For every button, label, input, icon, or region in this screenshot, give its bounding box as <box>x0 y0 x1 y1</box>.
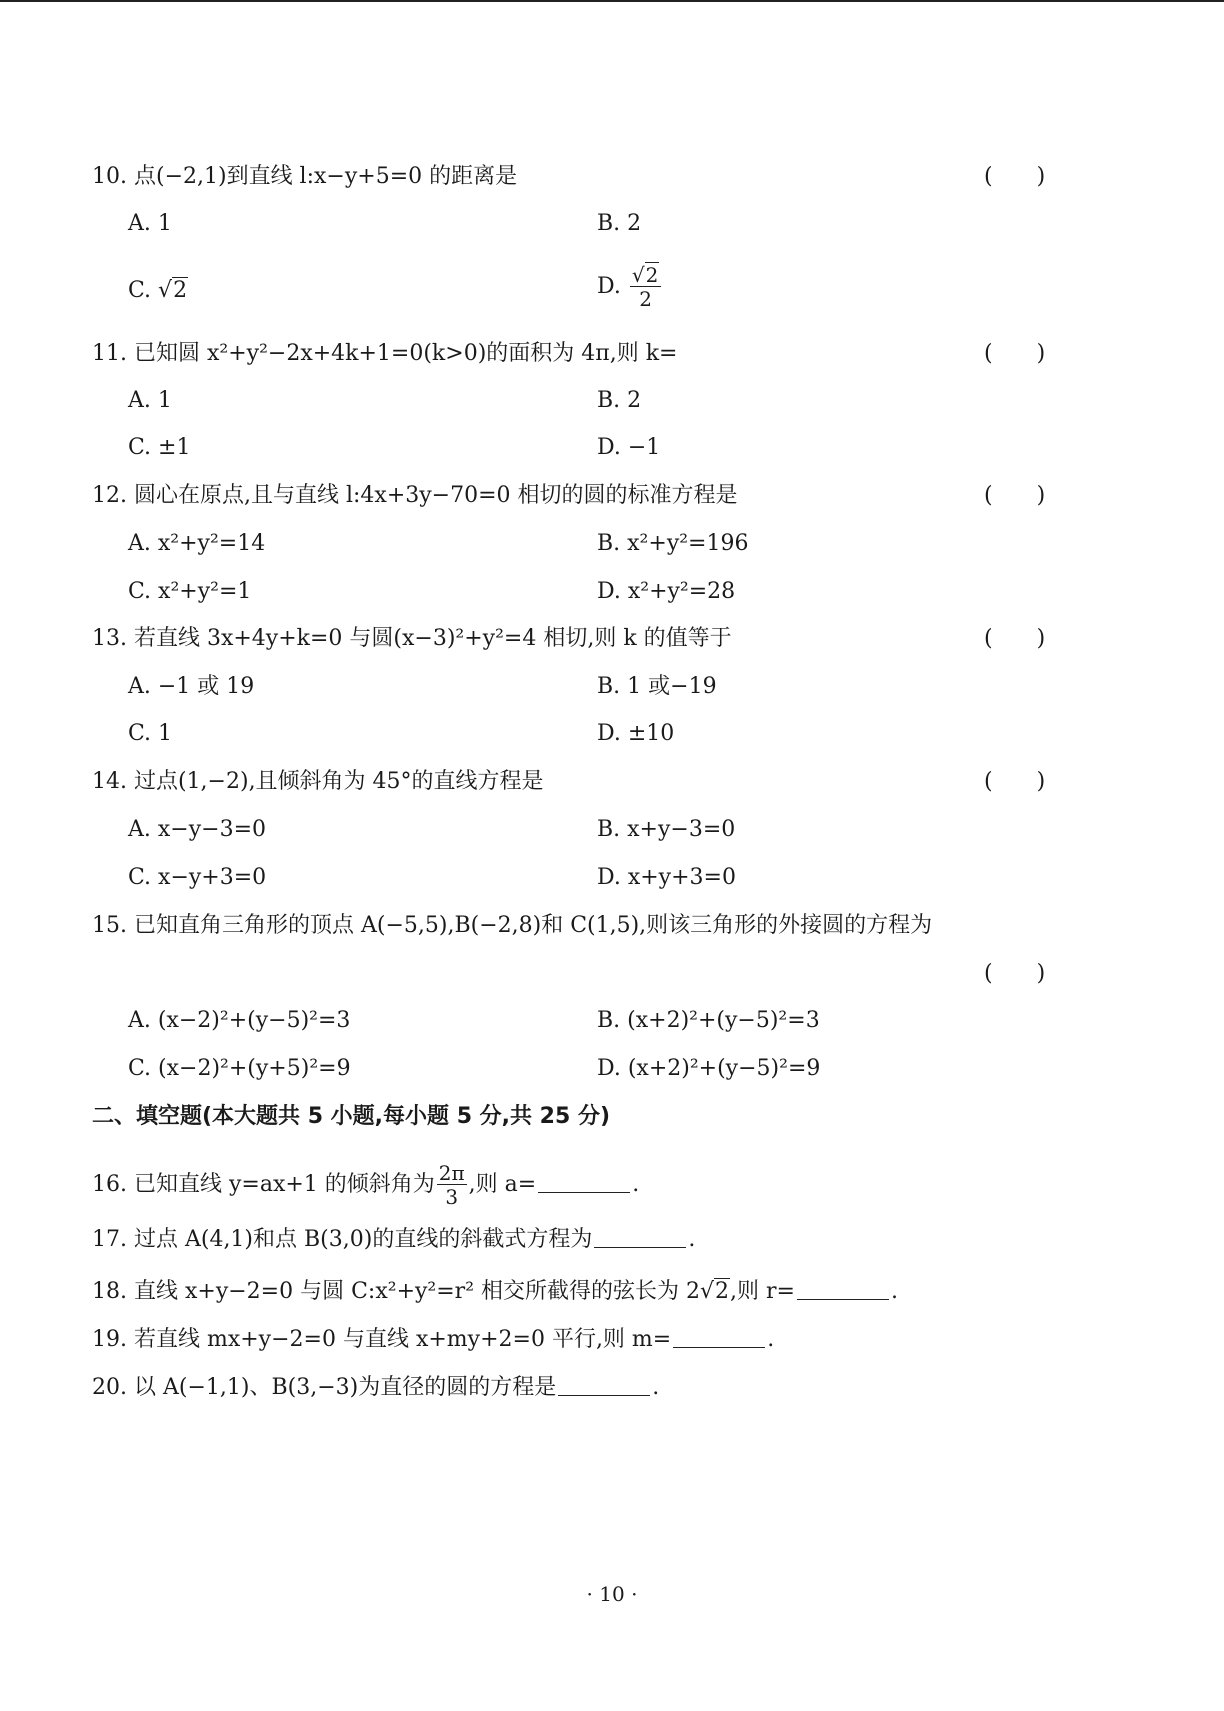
option-10-d-denominator: 2 <box>639 287 652 311</box>
fill-18-radicand: 2 <box>715 1279 730 1304</box>
answer-bracket-13: ( ) <box>984 626 1046 651</box>
option-10-d-radicand: 2 <box>645 263 659 287</box>
fill-question-20 <box>92 1373 659 1403</box>
option-13-d: D. ±10 <box>597 721 675 746</box>
option-11-b: B. 2 <box>597 388 642 413</box>
fraction <box>437 1163 467 1207</box>
fill-19-text: 19. 若直线 mx+y−2=0 与直线 x+my+2=0 平行,则 m= <box>92 1327 672 1352</box>
fill-question-18 <box>92 1277 898 1307</box>
answer-bracket-12: ( ) <box>984 483 1046 508</box>
fill-16-period: . <box>632 1172 640 1197</box>
option-11-d: D. −1 <box>597 435 661 460</box>
option-10-c-radicand: 2 <box>173 278 188 303</box>
question-15: 15. 已知直角三角形的顶点 A(−5,5),B(−2,8)和 C(1,5),则该三角形的外接圆的方程为 <box>92 913 933 938</box>
fill-question-17 <box>92 1225 695 1255</box>
option-10-c <box>128 276 188 306</box>
option-15-d: D. (x+2)²+(y−5)²=9 <box>597 1056 821 1081</box>
option-14-a: A. x−y−3=0 <box>128 817 267 842</box>
fill-20-period: . <box>652 1375 660 1400</box>
option-11-a: A. 1 <box>128 388 172 413</box>
fill-18-period: . <box>890 1279 898 1304</box>
fraction: $\frac{√2}{2}$ <box>630 265 661 309</box>
fill-16-denominator: 3 <box>445 1185 459 1209</box>
option-15-a: A. (x−2)²+(y−5)²=3 <box>128 1008 351 1033</box>
option-12-b: B. x²+y²=196 <box>597 531 749 556</box>
option-11-c: C. ±1 <box>128 435 191 460</box>
question-14: 14. 过点(1,−2),且倾斜角为 45°的直线方程是 <box>92 769 544 794</box>
option-12-a: A. x²+y²=14 <box>128 531 266 556</box>
fill-question-16 <box>92 1163 639 1207</box>
answer-blank-16[interactable] <box>538 1172 630 1193</box>
fill-20-text: 20. 以 A(−1,1)、B(3,−3)为直径的圆的方程是 <box>92 1375 557 1400</box>
fill-18-text-after: ,则 r= <box>730 1279 795 1304</box>
option-10-a: A. 1 <box>128 211 172 236</box>
section-heading: 二、填空题(本大题共 5 小题,每小题 5 分,共 25 分) <box>92 1104 611 1129</box>
answer-bracket-14: ( ) <box>984 769 1046 794</box>
option-13-a: A. −1 或 19 <box>128 674 255 699</box>
fill-17-text: 17. 过点 A(4,1)和点 B(3,0)的直线的斜截式方程为 <box>92 1227 593 1252</box>
option-10-d <box>597 265 663 309</box>
question-11: 11. 已知圆 x²+y²−2x+4k+1=0(k>0)的面积为 4π,则 k= <box>92 341 678 366</box>
question-13: 13. 若直线 3x+4y+k=0 与圆(x−3)²+y²=4 相切,则 k 的值等于 <box>92 626 732 651</box>
option-12-c: C. x²+y²=1 <box>128 579 252 604</box>
question-10: 10. 点(−2,1)到直线 l:x−y+5=0 的距离是 <box>92 164 518 189</box>
fill-16-text-after: ,则 a= <box>468 1172 537 1197</box>
option-14-d: D. x+y+3=0 <box>597 865 736 890</box>
option-13-b: B. 1 或−19 <box>597 674 717 699</box>
fill-19-period: . <box>767 1327 775 1352</box>
option-15-c: C. (x−2)²+(y+5)²=9 <box>128 1056 351 1081</box>
page-number: · 10 · <box>586 1582 638 1606</box>
fill-16-numerator: 2π <box>438 1161 465 1185</box>
option-12-d: D. x²+y²=28 <box>597 579 736 604</box>
sqrt-symbol: √2 <box>700 1279 730 1304</box>
sqrt-symbol: √2 <box>158 278 188 303</box>
top-border-line <box>0 0 1224 2</box>
fill-16-text: 16. 已知直线 y=ax+1 的倾斜角为 <box>92 1172 435 1197</box>
option-10-b: B. 2 <box>597 211 642 236</box>
option-14-b: B. x+y−3=0 <box>597 817 736 842</box>
question-12: 12. 圆心在原点,且与直线 l:4x+3y−70=0 相切的圆的标准方程是 <box>92 483 738 508</box>
answer-blank-19[interactable] <box>673 1327 765 1348</box>
option-14-c: C. x−y+3=0 <box>128 865 267 890</box>
fill-17-period: . <box>688 1227 696 1252</box>
fill-18-text: 18. 直线 x+y−2=0 与圆 C:x²+y²=r² 相交所截得的弦长为 2 <box>92 1279 700 1304</box>
answer-blank-17[interactable] <box>594 1227 686 1248</box>
fill-question-19 <box>92 1325 774 1355</box>
answer-blank-18[interactable] <box>797 1279 889 1300</box>
option-15-b: B. (x+2)²+(y−5)²=3 <box>597 1008 820 1033</box>
option-10-c-prefix: C. <box>128 278 159 303</box>
option-13-c: C. 1 <box>128 721 173 746</box>
option-10-d-prefix: D. <box>597 274 628 299</box>
answer-blank-20[interactable] <box>558 1375 650 1396</box>
answer-bracket-11: ( ) <box>984 341 1046 366</box>
answer-bracket-10: ( ) <box>984 164 1046 189</box>
answer-bracket-15: ( ) <box>984 961 1046 986</box>
